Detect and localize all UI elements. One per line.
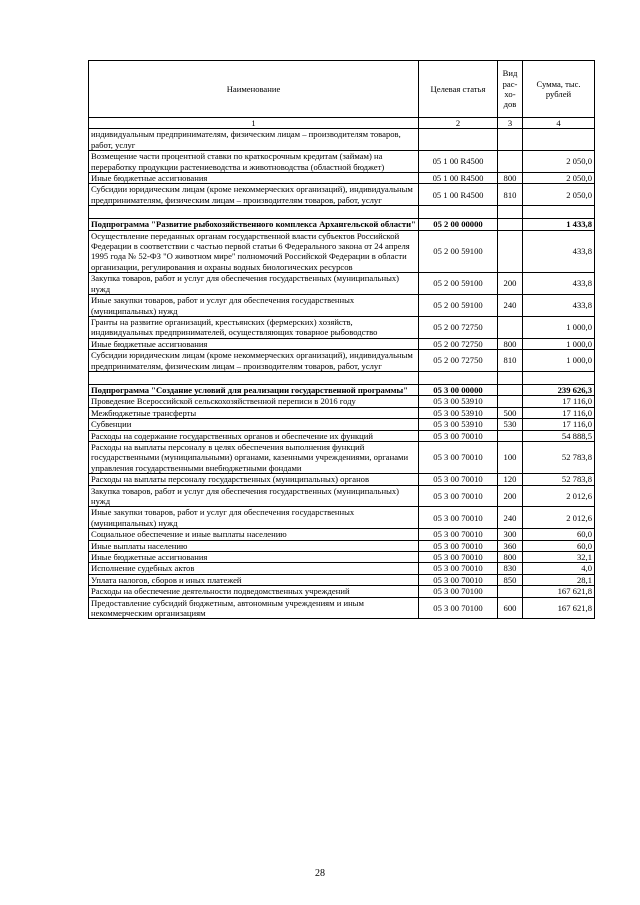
header-code: Целевая статья [419, 61, 498, 118]
table-row [89, 338, 595, 349]
empty-cell [523, 206, 595, 219]
cell-amount [523, 129, 595, 151]
empty-cell [498, 371, 523, 384]
table-row [89, 563, 595, 574]
cell-amount: 433,8 [523, 230, 595, 273]
cell-target-code: 05 1 00 R4500 [419, 151, 498, 173]
cell-name: Иные бюджетные ассигнования [89, 173, 419, 184]
table-row [89, 540, 595, 551]
cell-amount: 32,1 [523, 552, 595, 563]
cell-expense-type: 800 [498, 552, 523, 563]
cell-amount: 2 012,6 [523, 485, 595, 507]
cell-target-code: 05 2 00 59100 [419, 273, 498, 295]
table-row [89, 430, 595, 441]
cell-target-code: 05 3 00 70100 [419, 597, 498, 619]
cell-amount: 1 000,0 [523, 316, 595, 338]
cell-target-code: 05 2 00 72750 [419, 350, 498, 372]
table-row [89, 129, 595, 151]
cell-name: Возмещение части процентной ставки по краткосрочным кредитам (займам) на переработку продукции растениеводства и животноводства (областной бюджет) [89, 151, 419, 173]
cell-target-code: 05 3 00 70010 [419, 540, 498, 551]
cell-amount: 1 000,0 [523, 350, 595, 372]
cell-target-code: 05 3 00 53910 [419, 407, 498, 418]
header-name: Наименование [89, 61, 419, 118]
cell-expense-type: 360 [498, 540, 523, 551]
cell-expense-type [498, 396, 523, 407]
cell-target-code: 05 3 00 53910 [419, 396, 498, 407]
table-row [89, 230, 595, 273]
cell-target-code: 05 2 00 59100 [419, 295, 498, 317]
cell-name: Подпрограмма "Создание условий для реализации государственной программы" [89, 384, 419, 395]
cell-amount: 2 050,0 [523, 173, 595, 184]
cell-expense-type: 240 [498, 295, 523, 317]
table-row [89, 586, 595, 597]
cell-target-code: 05 2 00 72750 [419, 316, 498, 338]
cell-name: Межбюджетные трансферты [89, 407, 419, 418]
header-sum: Сумма, тыс. рублей [523, 61, 595, 118]
cell-name: Иные бюджетные ассигнования [89, 552, 419, 563]
cell-expense-type: 300 [498, 529, 523, 540]
cell-name: Закупка товаров, работ и услуг для обеспечения государственных (муниципальных) нужд [89, 485, 419, 507]
cell-expense-type: 200 [498, 485, 523, 507]
cell-target-code: 05 3 00 70010 [419, 507, 498, 529]
cell-name: Иные закупки товаров, работ и услуг для обеспечения государственных (муниципальных) нужд [89, 295, 419, 317]
cell-name: Иные выплаты населению [89, 540, 419, 551]
budget-table [88, 60, 595, 619]
cell-amount: 2 050,0 [523, 151, 595, 173]
cell-target-code: 05 3 00 53910 [419, 419, 498, 430]
cell-name: Расходы на выплаты персоналу государственных (муниципальных) органов [89, 474, 419, 485]
cell-expense-type: 600 [498, 597, 523, 619]
table-row [89, 407, 595, 418]
cell-amount: 17 116,0 [523, 407, 595, 418]
cell-amount: 2 012,6 [523, 507, 595, 529]
cell-name: Подпрограмма "Развитие рыбохозяйственного комплекса Архангельской области" [89, 219, 419, 230]
table-row [89, 151, 595, 173]
cell-amount: 17 116,0 [523, 396, 595, 407]
cell-amount: 167 621,8 [523, 586, 595, 597]
table-row [89, 273, 595, 295]
cell-amount: 60,0 [523, 529, 595, 540]
cell-amount: 2 050,0 [523, 184, 595, 206]
cell-target-code: 05 2 00 00000 [419, 219, 498, 230]
cell-target-code: 05 3 00 70010 [419, 474, 498, 485]
cell-name: Закупка товаров, работ и услуг для обеспечения государственных (муниципальных) нужд [89, 273, 419, 295]
cell-expense-type: 530 [498, 419, 523, 430]
cell-expense-type [498, 384, 523, 395]
cell-target-code: 05 3 00 70010 [419, 430, 498, 441]
cell-expense-type [498, 129, 523, 151]
table-row [89, 597, 595, 619]
table-row [89, 173, 595, 184]
cell-name: индивидуальным предпринимателям, физическим лицам – производителям товаров, работ, услуг [89, 129, 419, 151]
cell-expense-type [498, 586, 523, 597]
cell-expense-type: 800 [498, 338, 523, 349]
header-type: Вид рас-хо-дов [498, 61, 523, 118]
cell-amount: 1 000,0 [523, 338, 595, 349]
table-row [89, 350, 595, 372]
table-row [89, 441, 595, 473]
cell-expense-type: 240 [498, 507, 523, 529]
cell-name: Расходы на выплаты персоналу в целях обеспечения выполнения функций государственными (муниципальными) органами, казенными учреждениями, органами управления государственными внебюджетными фондами [89, 441, 419, 473]
table-row [89, 295, 595, 317]
empty-cell [89, 206, 419, 219]
cell-target-code [419, 129, 498, 151]
cell-amount: 28,1 [523, 574, 595, 585]
cell-target-code: 05 3 00 70010 [419, 552, 498, 563]
cell-amount: 1 433,8 [523, 219, 595, 230]
cell-expense-type [498, 151, 523, 173]
cell-name: Осуществление переданных органам государственной власти субъектов Российской Федерации в соответствии с частью первой статьи 6 Федерального закона от 24 апреля 1995 года № 52-ФЗ "О животном мире" полномочий Российской Федерации в области организации, регулирования и охраны водных биологических ресурсов [89, 230, 419, 273]
cell-name: Иные бюджетные ассигнования [89, 338, 419, 349]
table-row [89, 552, 595, 563]
column-number: 4 [523, 118, 595, 129]
empty-cell [89, 371, 419, 384]
cell-name: Предоставление субсидий бюджетным, автономным учреждениям и иным некоммерческим организациям [89, 597, 419, 619]
cell-amount: 52 783,8 [523, 474, 595, 485]
cell-expense-type: 810 [498, 184, 523, 206]
cell-amount: 60,0 [523, 540, 595, 551]
empty-cell [419, 371, 498, 384]
column-number-row [89, 118, 595, 129]
cell-expense-type: 810 [498, 350, 523, 372]
cell-expense-type: 500 [498, 407, 523, 418]
cell-name: Исполнение судебных актов [89, 563, 419, 574]
cell-target-code: 05 2 00 59100 [419, 230, 498, 273]
cell-target-code: 05 3 00 70010 [419, 529, 498, 540]
table-row [89, 574, 595, 585]
table-row [89, 507, 595, 529]
table-row [89, 316, 595, 338]
cell-expense-type: 800 [498, 173, 523, 184]
cell-amount: 54 888,5 [523, 430, 595, 441]
cell-name: Субвенции [89, 419, 419, 430]
cell-expense-type: 830 [498, 563, 523, 574]
spacer-row [89, 206, 595, 219]
cell-name: Иные закупки товаров, работ и услуг для обеспечения государственных (муниципальных) нужд [89, 507, 419, 529]
table-row [89, 184, 595, 206]
column-number: 1 [89, 118, 419, 129]
table-row [89, 384, 595, 395]
spacer-row [89, 371, 595, 384]
cell-amount: 4,0 [523, 563, 595, 574]
cell-expense-type: 100 [498, 441, 523, 473]
page-number: 28 [315, 868, 325, 879]
empty-cell [419, 206, 498, 219]
table-row [89, 219, 595, 230]
cell-name: Социальное обеспечение и иные выплаты населению [89, 529, 419, 540]
cell-name: Субсидии юридическим лицам (кроме некоммерческих организаций), индивидуальным предпринимателям, физическим лицам – производителям товаров, работ, услуг [89, 350, 419, 372]
cell-expense-type [498, 230, 523, 273]
cell-amount: 239 626,3 [523, 384, 595, 395]
cell-target-code: 05 3 00 00000 [419, 384, 498, 395]
cell-target-code: 05 3 00 70010 [419, 563, 498, 574]
cell-target-code: 05 3 00 70010 [419, 574, 498, 585]
cell-target-code: 05 3 00 70010 [419, 485, 498, 507]
empty-cell [498, 206, 523, 219]
cell-expense-type: 200 [498, 273, 523, 295]
empty-cell [523, 371, 595, 384]
cell-amount: 433,8 [523, 295, 595, 317]
cell-name: Уплата налогов, сборов и иных платежей [89, 574, 419, 585]
cell-expense-type [498, 430, 523, 441]
cell-expense-type [498, 219, 523, 230]
cell-name: Проведение Всероссийской сельскохозяйственной переписи в 2016 году [89, 396, 419, 407]
table-row [89, 474, 595, 485]
cell-amount: 433,8 [523, 273, 595, 295]
cell-amount: 167 621,8 [523, 597, 595, 619]
cell-name: Расходы на содержание государственных органов и обеспечение их функций [89, 430, 419, 441]
table-row [89, 396, 595, 407]
cell-name: Гранты на развитие организаций, крестьянских (фермерских) хозяйств, индивидуальных предпринимателей, осуществляющих товарное рыбоводство [89, 316, 419, 338]
cell-expense-type: 120 [498, 474, 523, 485]
cell-target-code: 05 1 00 R4500 [419, 184, 498, 206]
column-number: 3 [498, 118, 523, 129]
cell-target-code: 05 1 00 R4500 [419, 173, 498, 184]
table-body [89, 129, 595, 619]
cell-amount: 52 783,8 [523, 441, 595, 473]
cell-target-code: 05 3 00 70100 [419, 586, 498, 597]
table-row [89, 529, 595, 540]
column-number: 2 [419, 118, 498, 129]
cell-target-code: 05 3 00 70010 [419, 441, 498, 473]
cell-target-code: 05 2 00 72750 [419, 338, 498, 349]
table-header-row [89, 61, 595, 118]
table-row [89, 419, 595, 430]
table-row [89, 485, 595, 507]
cell-expense-type: 850 [498, 574, 523, 585]
cell-expense-type [498, 316, 523, 338]
cell-amount: 17 116,0 [523, 419, 595, 430]
cell-name: Субсидии юридическим лицам (кроме некоммерческих организаций), индивидуальным предпринимателям, физическим лицам – производителям товаров, работ, услуг [89, 184, 419, 206]
cell-name: Расходы на обеспечение деятельности подведомственных учреждений [89, 586, 419, 597]
